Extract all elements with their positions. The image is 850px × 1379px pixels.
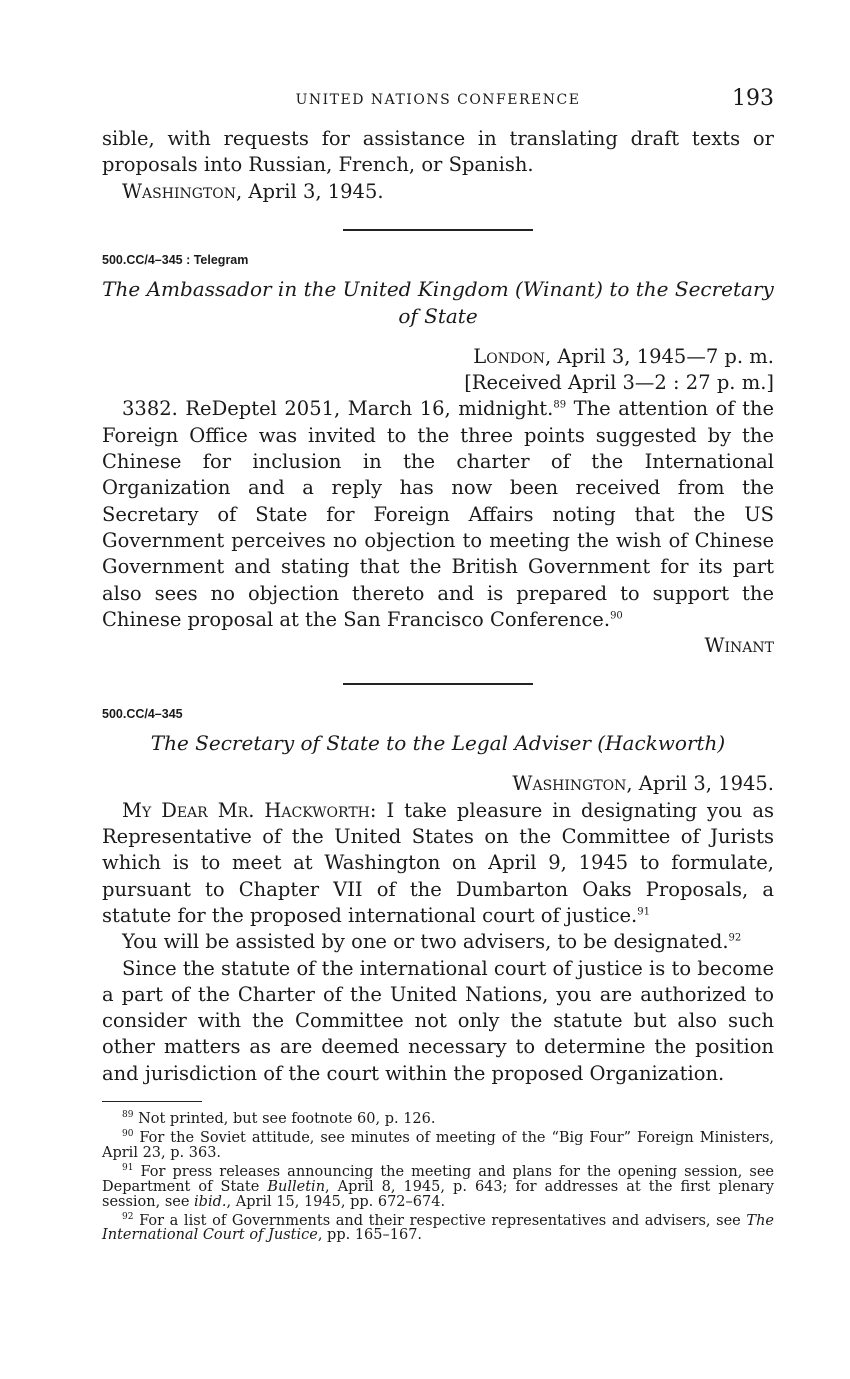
page <box>102 86 774 1243</box>
footnote-number: 92 <box>122 1211 134 1222</box>
document-letter <box>102 707 774 1087</box>
letter-paragraph <box>102 929 774 955</box>
footnote-text: For the Soviet attitude, see minutes of meeting of the “Big Four” Foreign Ministers, April 23, p. 363. <box>102 1129 775 1161</box>
footnote <box>102 1210 774 1244</box>
running-header <box>102 86 774 116</box>
body-text: I take pleasure in designating you as Representative of the United States on the Committee of Jurists which is to meet at Washington on April 9, 1945 to formulate, pursuant to Chapter VII of the Dumbarton Oaks Proposals, a statute for the proposed international court of justice. <box>102 798 774 927</box>
continuation-section <box>102 126 774 205</box>
footnote-ref: 91 <box>637 906 650 918</box>
file-number: 500.CC/4–345 <box>102 707 183 722</box>
footnote <box>102 1161 774 1210</box>
salutation: My Dear Mr. Hackworth: <box>122 798 377 822</box>
footnote-number: 91 <box>122 1162 134 1173</box>
dateline-date: , April 3, 1945. <box>626 772 774 796</box>
footnote-number: 90 <box>122 1128 134 1139</box>
section-divider <box>343 229 533 231</box>
dateline-place: Washington <box>122 179 236 203</box>
footnote-italic: Bulletin <box>267 1178 326 1195</box>
footnote-divider <box>102 1101 202 1102</box>
telegram-body <box>102 396 774 633</box>
dateline-date: , April 3, 1945. <box>235 179 384 203</box>
received-line: [Received April 3—2 : 27 p. m.] <box>464 371 774 395</box>
footnote <box>102 1108 774 1127</box>
footnote-text: Not printed, but see footnote 60, p. 126. <box>138 1110 436 1127</box>
dateline <box>102 771 774 797</box>
signature: Winant <box>704 634 774 658</box>
dateline-place: Washington <box>512 772 627 796</box>
body-text: You will be assisted by one or two advisers, to be designated. <box>122 930 729 954</box>
footnote-ref: 92 <box>728 932 742 944</box>
dateline <box>102 344 774 370</box>
footnote-ref: 89 <box>553 399 567 411</box>
letter-paragraph: Since the statute of the international court of justice is to become a part of the Charter of the United Nations, you are authorized to consider with the Committee not only the statute but also such other matters as are deemed necessary to determine the position and jurisdiction of the court within the proposed Organization. <box>102 956 774 1085</box>
footnote-text: , April 8, 1945, p. 643; for addresses at the first plenary session, see <box>102 1178 775 1210</box>
footnote-italic: The International Court of Justice <box>102 1212 774 1244</box>
dateline-place: London <box>473 344 545 368</box>
dateline-date: , April 3, 1945—7 p. m. <box>544 344 774 368</box>
footnote-text: For a list of Governments and their respective representatives and advisers, see <box>139 1212 747 1229</box>
section-divider <box>343 683 533 685</box>
footnote-number: 89 <box>122 1110 134 1121</box>
continuation-dateline <box>102 179 774 205</box>
continuation-text: sible, with requests for assistance in translating draft texts or proposals into Russian, French, or Spanish. <box>102 127 774 177</box>
footnote-text: For press releases announcing the meeting and plans for the opening session, see Department of State <box>102 1163 774 1195</box>
page-number: 193 <box>732 86 774 111</box>
footnote <box>102 1127 774 1161</box>
document-telegram <box>102 253 774 660</box>
running-title: UNITED NATIONS CONFERENCE <box>295 92 581 108</box>
document-title: The Ambassador in the United Kingdom (Winant) to the Secretary of State <box>102 276 774 328</box>
letter-paragraph <box>102 798 774 929</box>
file-number: 500.CC/4–345 : Telegram <box>102 252 249 267</box>
document-title: The Secretary of State to the Legal Adviser (Hackworth) <box>150 731 726 756</box>
footnote-ref: 90 <box>610 610 623 622</box>
footnote-text: , April 15, 1945, pp. 672–674. <box>226 1193 446 1210</box>
footnote-text: , pp. 165–167. <box>317 1227 423 1244</box>
body-text: The attention of the Foreign Office was invited to the three points suggested by the Chinese for inclusion in the charter of the International Organization and a reply has now been received from the Secretary of State for Foreign Affairs noting that the US Government perceives no objection to meeting the wish of Chinese Government and stating that the British Government for its part also sees no objection thereto and is prepared to support the Chinese proposal at the San Francisco Conference. <box>102 397 775 631</box>
footnote-italic: ibid. <box>194 1193 227 1210</box>
body-text: 3382. ReDeptel 2051, March 16, midnight. <box>122 397 554 421</box>
footnotes <box>102 1108 774 1243</box>
